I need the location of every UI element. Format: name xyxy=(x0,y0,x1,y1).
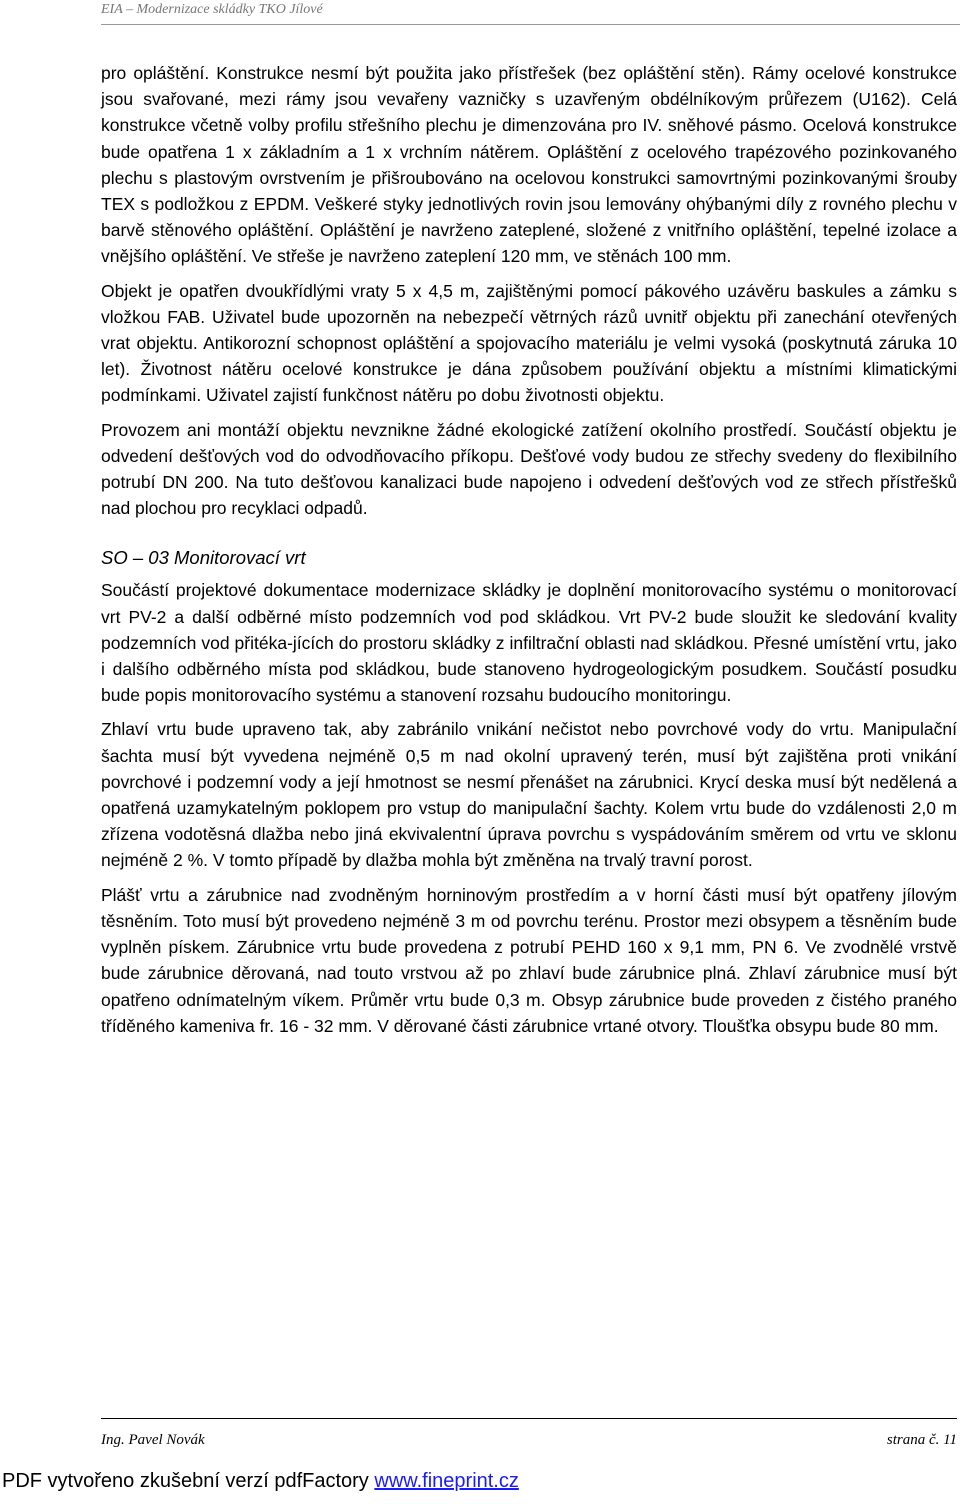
footer-author: Ing. Pavel Novák xyxy=(101,1432,205,1448)
document-title: EIA – Modernizace skládky TKO Jílové xyxy=(101,2,323,17)
paragraph: Objekt je opatřen dvoukřídlými vraty 5 x 4,5 m, zajištěnými pomocí pákového uzávěru baskules a zámku s vložkou FAB. Uživatel bude upozorněn na nebezpečí větrných rázů uvnitř objektu při zanechání otevřených vrat objektu. Antikorozní schopnost opláštění a spojovacího materiálu je velmi vysoká (poskytnutá záruka 10 let). Životnost nátěru ocelové konstrukce je dána způsobem používání objektu a místními klimatickými podmínkami. Uživatel zajistí funkčnost nátěru po dobu životnosti objektu. xyxy=(101,280,957,406)
document-body xyxy=(101,60,957,1047)
paragraph: Plášť vrtu a zárubnice nad zvodněným horninovým prostředím a v horní části musí být opatřeny jílovým těsněním. Toto musí být provedeno nejméně 3 m od povrchu terénu. Prostor mezi obsypem a těsněním bude vyplněn pískem. Zárubnice vrtu bude provedena z potrubí PEHD 160 x 9,1 mm, PN 6. Ve zvodnělé vrstvě bude zárubnice děrovaná, nad touto vrstvou až po zhlaví bude zárubnice plná. Zhlaví zárubnice musí být opatřeno odnímatelným víkem. Průměr vrtu bude 0,3 m. Obsyp zárubnice bude proveden z čistého praného tříděného kameniva fr. 16 - 32 mm. V děrované části zárubnice vrtané otvory. Tloušťka obsypu bude 80 mm. xyxy=(101,884,957,1036)
paragraph: Součástí projektové dokumentace modernizace skládky je doplnění monitorovacího systému o monitorovací vrt PV-2 a další odběrné místo podzemních vod pod skládkou. Vrt PV-2 bude sloužit ke sledování kvality podzemních vod přitéka-jících do prostoru skládky z infiltrační oblasti nad skládkou. Přesné umístění vrtu, jako i dalšího odběrného místa pod skládkou, bude stanoveno hydrogeologickým posudkem. Součástí posudku bude popis monitorovacího systému a stanovení rozsahu budoucího monitoringu. xyxy=(101,580,957,706)
section-heading: SO – 03 Monitorovací vrt xyxy=(101,547,306,569)
pdf-watermark-banner xyxy=(0,1470,960,1493)
page-footer xyxy=(101,1418,957,1449)
fineprint-link[interactable]: www.fineprint.cz xyxy=(374,1470,519,1492)
paragraph: pro opláštění. Konstrukce nesmí být použita jako přístřešek (bez opláštění stěn). Rámy ocelové konstrukce jsou svařované, mezi rámy jsou vevařeny vazničky s uzavřeným obdélníkovým průřezem (U162). Celá konstrukce včetně volby profilu střešního plechu je dimenzována pro IV. sněhové pásmo. Ocelová konstrukce bude opatřena 1 x základním a 1 x vrchním nátěrem. Opláštění z ocelového trapézového pozinkovaného plechu s plastovým ovrstvením je přišroubováno na ocelovou konstrukci samovrtnými pozinkovanými šrouby TEX s podložkou z EPDM. Veškeré styky jednotlivých rovin jsou lemovány ohýbanými díly z rovného plechu v barvě stěnového opláštění. Opláštění je navrženo zateplené, složené z vnitřního opláštění, tepelné izolace a vnějšího opláštění. Ve střeše je navrženo zateplení 120 mm, ve stěnách 100 mm. xyxy=(101,63,957,267)
running-header xyxy=(101,0,960,25)
paragraph: Zhlaví vrtu bude upraveno tak, aby zabránilo vnikání nečistot nebo povrchové vody do vrtu. Manipulační šachta musí být vyvedena nejméně 0,5 m nad okolní upravený terén, musí být zajištěna proti vnikání povrchové i podzemní vody a její hmotnost se nesmí přenášet na zárubnici. Krycí deska musí být nedělená a opatřená uzamykatelným poklopem pro vstup do manipulační šachty. Kolem vrtu bude do vzdálenosti 2,0 m zřízena vodotěsná dlažba nebo jiná ekvivalentní úprava povrchu s vyspádováním směrem od vrtu ve sklonu nejméně 2 %. V tomto případě by dlažba mohla být změněna na trvalý travní porost. xyxy=(101,719,957,871)
paragraph: Provozem ani montáží objektu nevznikne žádné ekologické zatížení okolního prostředí. Součástí objektu je odvedení dešťových vod do odvodňovacího příkopu. Dešťové vody budou ze střechy svedeny do flexibilního potrubí DN 200. Na tuto dešťovou kanalizaci bude napojeno i odvedení dešťových vod ze střech přístřešků nad plochou pro recyklaci odpadů. xyxy=(101,419,957,519)
banner-text: PDF vytvořeno zkušební verzí pdfFactory xyxy=(2,1470,375,1492)
footer-page-number: strana č. 11 xyxy=(886,1432,957,1448)
